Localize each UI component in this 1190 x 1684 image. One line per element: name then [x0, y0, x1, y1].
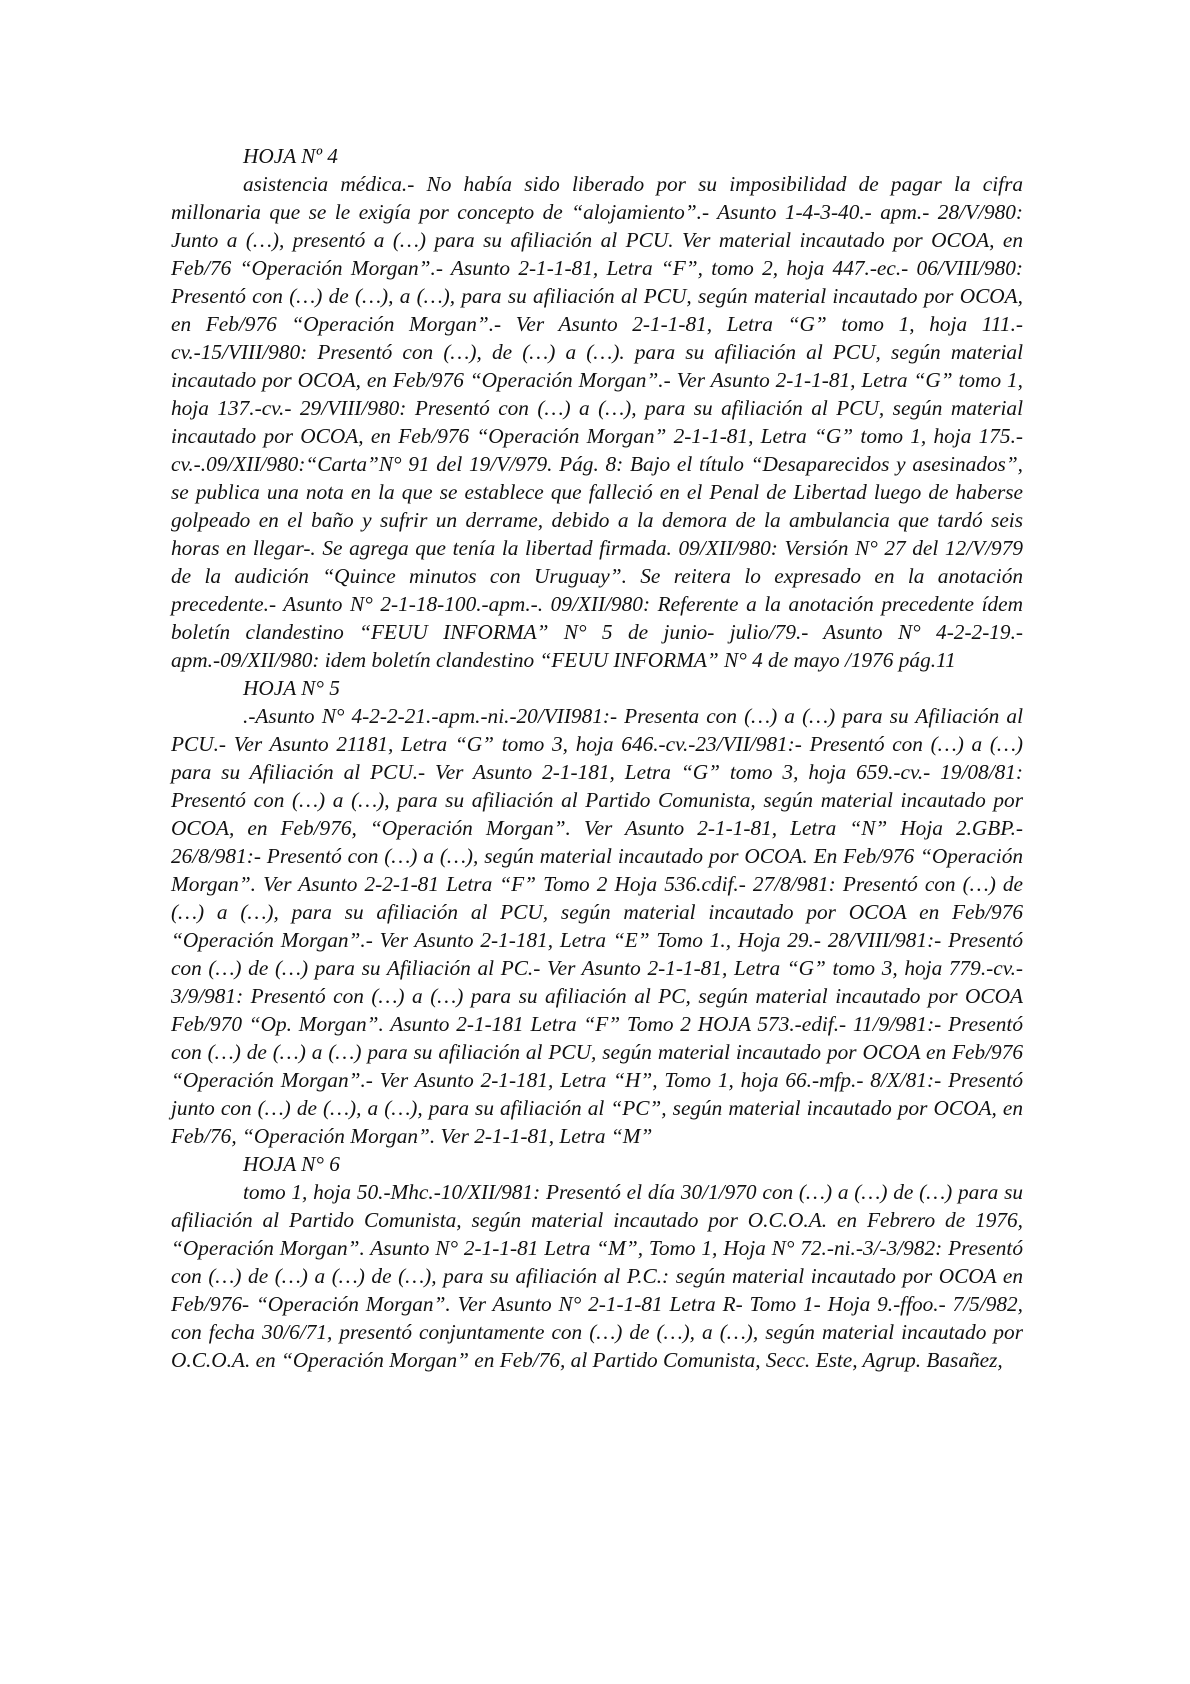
section-text-hoja-4: asistencia médica.- No había sido liberado por su imposibilidad de pagar la cifra millonaria que se le exigía por concepto de “alojamiento”.- Asunto 1-4-3-40.- apm.- 28/V/980: Junto a (…), presentó a (…) para su afiliación al PCU. Ver material incautado por OCOA, en Feb/76 “Operación Morgan”.- Asunto 2-1-1-81, Letra “F”, tomo 2, hoja 447.-ec.- 06/VIII/980: Presentó con (…) de (…), a (…), para su afiliación al PCU, según material incautado por OCOA, en Feb/976 “Operación Morgan”.- Ver Asunto 2-1-1-81, Letra “G” tomo 1, hoja 111.-cv.-15/VIII/980: Presentó con (…), de (…) a (…). para su afiliación al PCU, según material incautado por OCOA, en Feb/976 “Operación Morgan”.- Ver Asunto 2-1-1-81, Letra “G” tomo 1, hoja 137.-cv.- 29/VIII/980: Presentó con (…) a (…), para su afiliación al PCU, según material incautado por OCOA, en Feb/976 “Operación Morgan” 2-1-1-81, Letra “G” tomo 1, hoja 175.-cv.-.09/XII/980:“Carta”N° 91 del 19/V/979. Pág. 8: Bajo el título “Desaparecidos y asesinados”, se publica una nota en la que se establece que falleció en el Penal de Libertad luego de haberse golpeado en el baño y sufrir un derrame, debido a la demora de la ambulancia que tardó seis horas en llegar-. Se agrega que tenía la libertad firmada. 09/XII/980: Versión N° 27 del 12/V/979 de la audición “Quince minutos con Uruguay”. Se reitera lo expresado en la anotación precedente.- Asunto N° 2-1-18-100.-apm.-. 09/XII/980: Referente a la anotación precedente ídem boletín clandestino “FEUU INFORMA” N° 5 de junio- julio/79.- Asunto N° 4-2-2-19.- apm.-09/XII/980: idem boletín clandestino “FEUU INFORMA” N° 4 de mayo /1976 pág.11: [171, 172, 1023, 672]
document-body: [171, 142, 1023, 1374]
section-heading-hoja-6: HOJA N° 6: [243, 1152, 340, 1176]
section-text-hoja-6: tomo 1, hoja 50.-Mhc.-10/XII/981: Presentó el día 30/1/970 con (…) a (…) de (…) para su afiliación al Partido Comunista, según material incautado por O.C.O.A. en Febrero de 1976, “Operación Morgan”. Asunto N° 2-1-1-81 Letra “M”, Tomo 1, Hoja N° 72.-ni.-3/-3/982: Presentó con (…) de (…) a (…) de (…), para su afiliación al P.C.: según material incautado por OCOA en Feb/976- “Operación Morgan”. Ver Asunto N° 2-1-1-81 Letra R- Tomo 1- Hoja 9.-ffoo.- 7/5/982, con fecha 30/6/71, presentó conjuntamente con (…) de (…), a (…), según material incautado por O.C.O.A. en “Operación Morgan” en Feb/76, al Partido Comunista, Secc. Este, Agrup. Basañez,: [171, 1180, 1023, 1372]
section-text-hoja-5: .-Asunto N° 4-2-2-21.-apm.-ni.-20/VII981:- Presenta con (…) a (…) para su Afiliación al PCU.- Ver Asunto 21181, Letra “G” tomo 3, hoja 646.-cv.-23/VII/981:- Presentó con (…) a (…) para su Afiliación al PCU.- Ver Asunto 2-1-181, Letra “G” tomo 3, hoja 659.-cv.- 19/08/81: Presentó con (…) a (…), para su afiliación al Partido Comunista, según material incautado por OCOA, en Feb/976, “Operación Morgan”. Ver Asunto 2-1-1-81, Letra “N” Hoja 2.GBP.- 26/8/981:- Presentó con (…) a (…), según material incautado por OCOA. En Feb/976 “Operación Morgan”. Ver Asunto 2-2-1-81 Letra “F” Tomo 2 Hoja 536.cdif.- 27/8/981: Presentó con (…) de (…) a (…), para su afiliación al PCU, según material incautado por OCOA en Feb/976 “Operación Morgan”.- Ver Asunto 2-1-181, Letra “E” Tomo 1., Hoja 29.- 28/VIII/981:- Presentó con (…) de (…) para su Afiliación al PC.- Ver Asunto 2-1-1-81, Letra “G” tomo 3, hoja 779.-cv.- 3/9/981: Presentó con (…) a (…) para su afiliación al PC, según material incautado por OCOA Feb/970 “Op. Morgan”. Asunto 2-1-181 Letra “F” Tomo 2 HOJA 573.-edif.- 11/9/981:- Presentó con (…) de (…) a (…) para su afiliación al PCU, según material incautado por OCOA en Feb/976 “Operación Morgan”.- Ver Asunto 2-1-181, Letra “H”, Tomo 1, hoja 66.-mfp.- 8/X/81:- Presentó junto con (…) de (…), a (…), para su afiliación al “PC”, según material incautado por OCOA, en Feb/76, “Operación Morgan”. Ver 2-1-1-81, Letra “M”: [171, 704, 1023, 1148]
section-heading-hoja-4: HOJA Nº 4: [243, 144, 338, 168]
section-heading-hoja-5: HOJA N° 5: [243, 676, 340, 700]
